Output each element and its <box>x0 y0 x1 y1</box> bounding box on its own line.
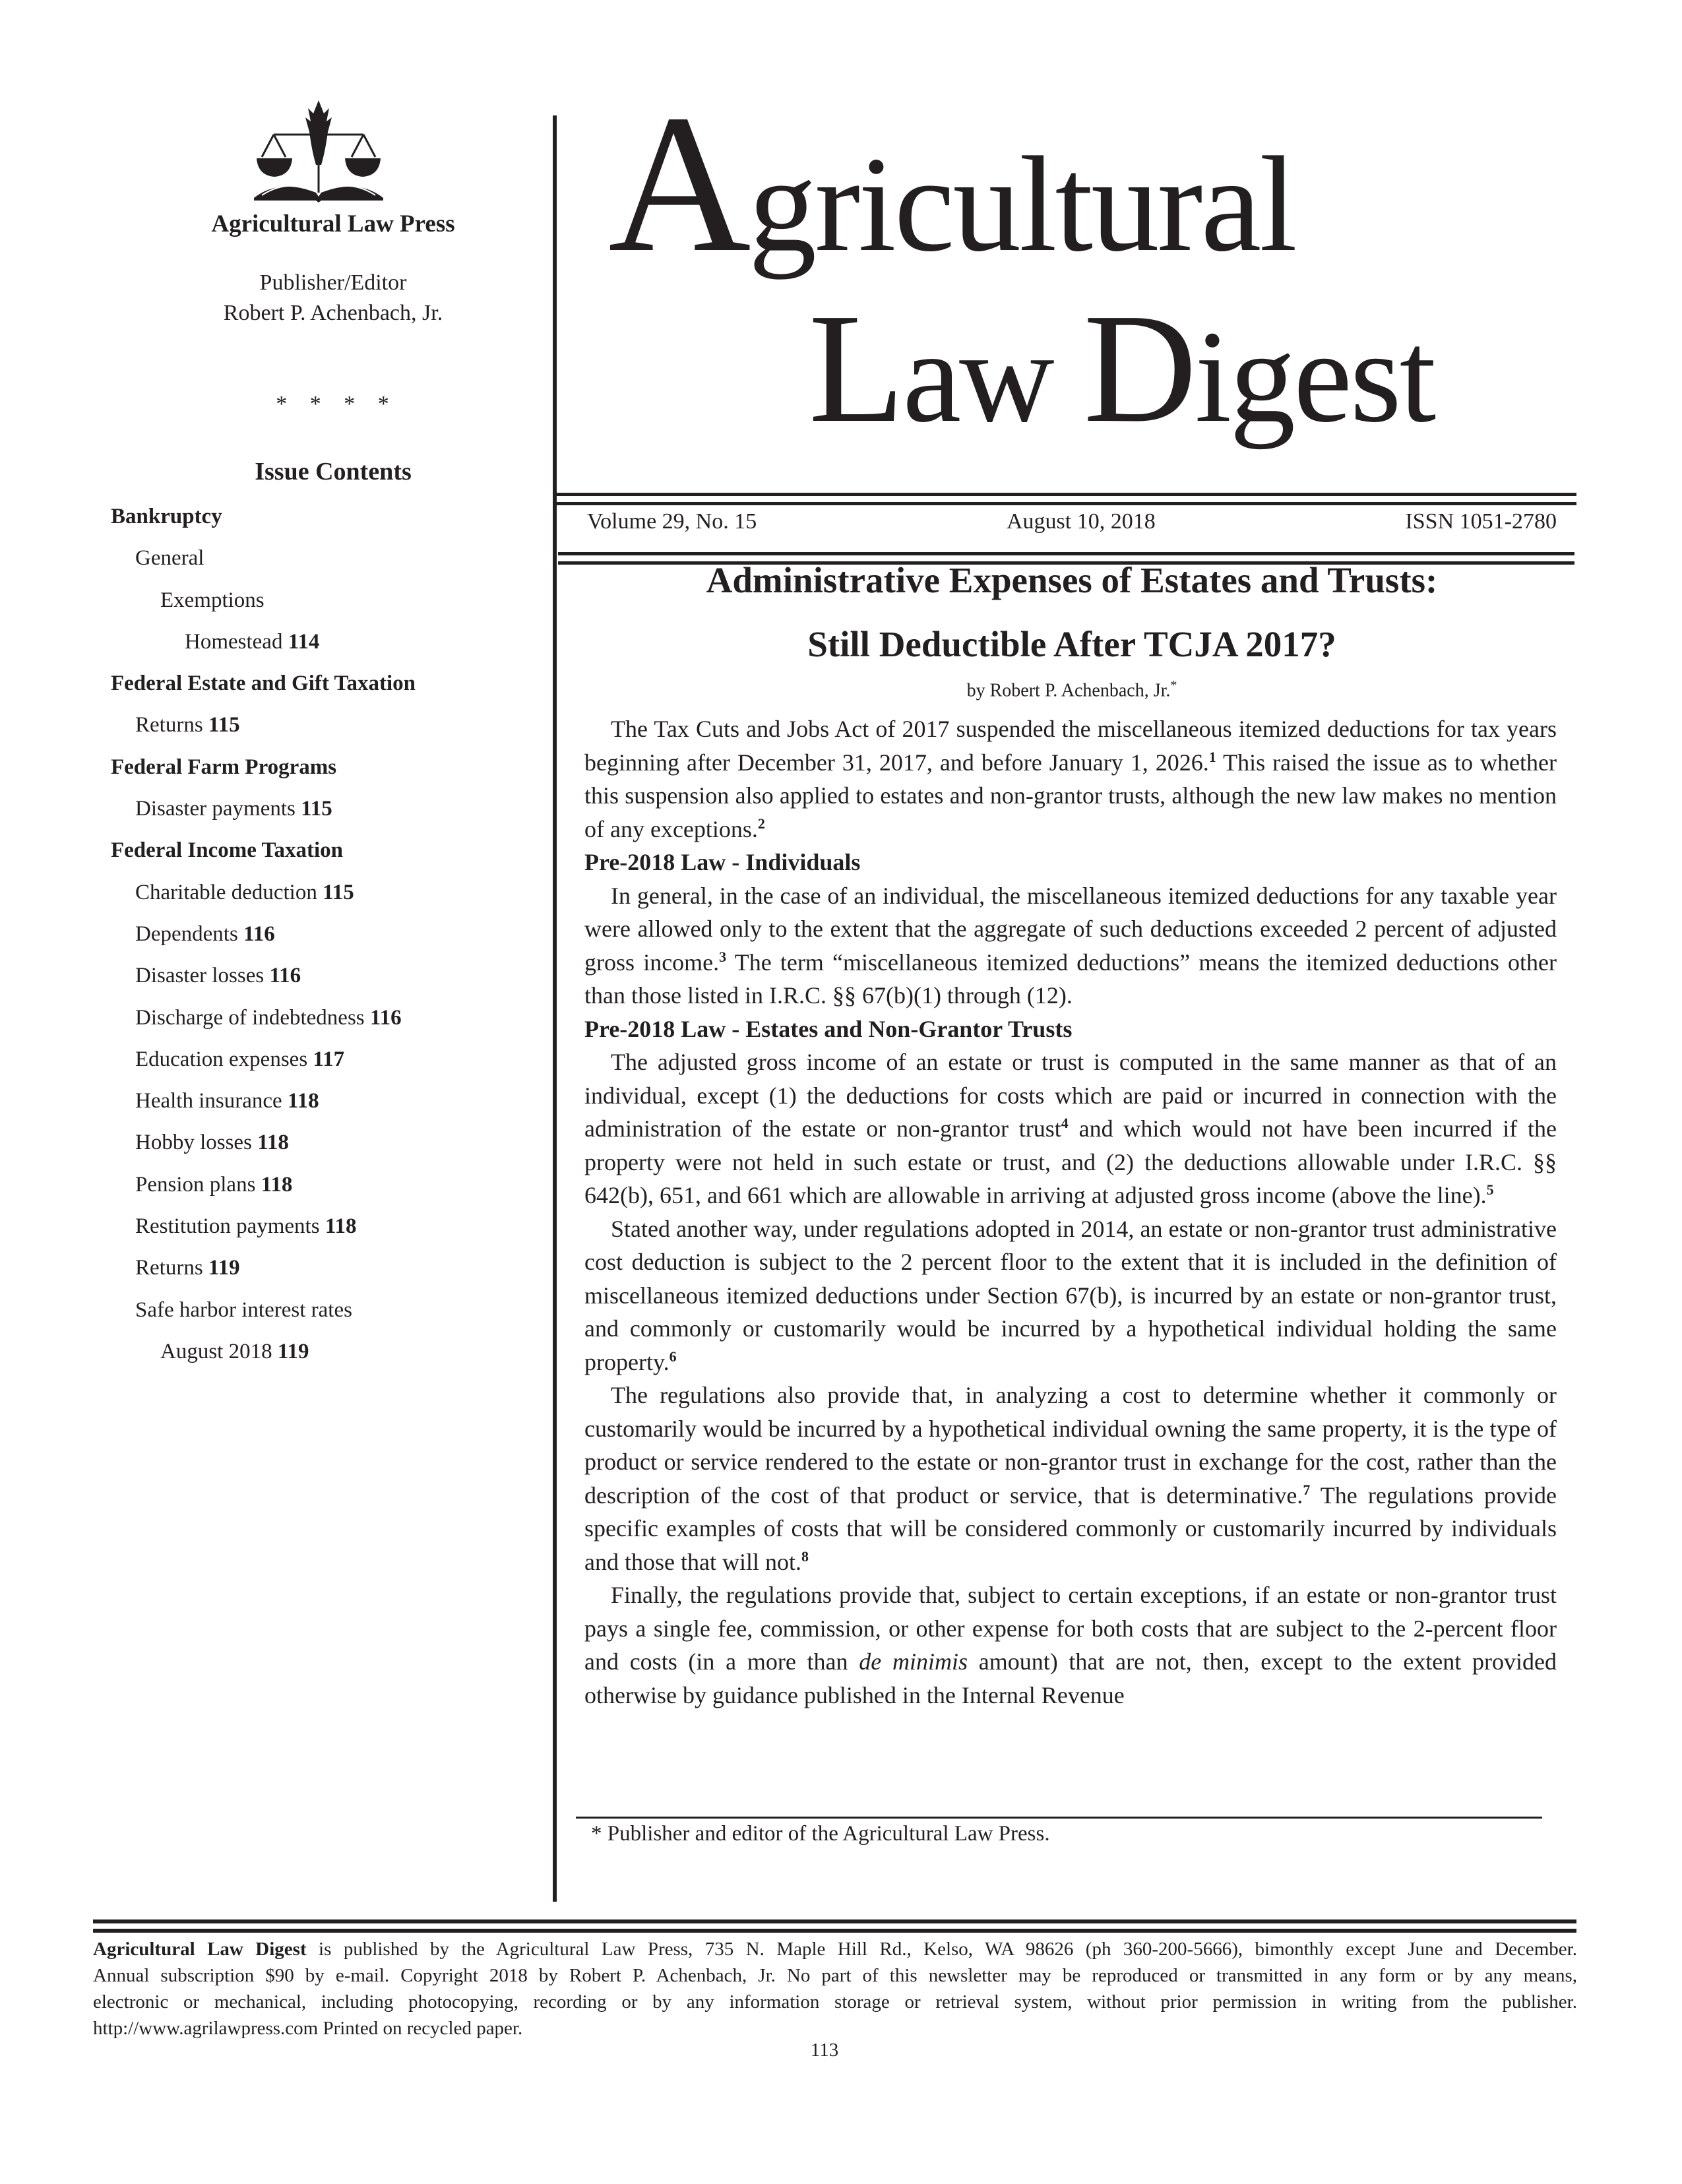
toc-page-number: 116 <box>269 964 301 988</box>
footnote-ref-7[interactable]: 7 <box>1303 1481 1311 1498</box>
publication-footer <box>93 1936 1577 2042</box>
paragraph-4: Stated another way, under regulations adopted in 2014, an estate or non-grantor trust administrative cost deduction is subject to the 2 percent floor to the extent that it is included in the definition of miscellaneous itemized deductions under Section 67(b), is incurred by an estate or non-grantor trust, and commonly or customarily would be incurred by a hypothetical individual holding the same property.$^6$ <box>584 1215 1557 1375</box>
press-name: Agricultural Law Press <box>211 210 455 237</box>
toc-item-federal-income-taxation[interactable]: Federal Income Taxation <box>111 838 343 863</box>
toc-item-education-expenses[interactable]: Education expenses 117 <box>135 1047 345 1071</box>
footnote-ref-8[interactable]: 8 <box>801 1547 809 1565</box>
article-body <box>584 712 1557 1712</box>
italic-term: de minimis <box>859 1648 968 1675</box>
toc-item-returns-income[interactable]: Returns 119 <box>135 1256 240 1280</box>
toc-item-disaster-losses[interactable]: Disaster losses 116 <box>135 964 301 988</box>
toc-item-hobby-losses[interactable]: Hobby losses 118 <box>135 1131 289 1155</box>
paragraph-2: In general, in the case of an individual, the miscellaneous itemized deductions for any taxable year were allowed only to the extent that the aggregate of such deductions exceeded 2 percent of adjusted gross income.$^3$ The term “miscellaneous itemized deductions” means the itemized deductions other than those listed in I.R.C. §§ 67(b)(1) through (12). <box>584 882 1557 1009</box>
toc-item-bankruptcy[interactable]: Bankruptcy <box>111 505 222 528</box>
paragraph-5: The regulations also provide that, in analyzing a cost to determine whether it commonly or customarily would be incurred by a hypothetical individual owning the same property, it is the type of product or service rendered to the estate or non-grantor trust in exchange for the cost, rather than the description of the cost of that product or service, that is determinative.$^7$ The regulations provide specific examples of costs that will be considered commonly or customarily incurred by individuals and those that will not.$^8$ <box>584 1382 1557 1575</box>
footer-line-4[interactable]: http://www.agrilawpress.com Printed on recycled paper. <box>93 2018 523 2039</box>
toc-item-returns-estate[interactable]: Returns 115 <box>135 713 240 737</box>
byline-footnote-mark[interactable]: * <box>1170 678 1177 693</box>
table-of-contents <box>111 500 546 1377</box>
volume-number: Volume 29, No. 15 <box>587 509 757 534</box>
toc-item-pension-plans[interactable]: Pension plans 118 <box>135 1172 293 1197</box>
toc-page-number: 119 <box>277 1339 309 1363</box>
masthead-line-1: Agricultural <box>608 74 1295 293</box>
issue-contents-heading: Issue Contents <box>255 458 412 485</box>
footnote-ref-1[interactable]: 1 <box>1208 748 1216 765</box>
article-title-line-2: Still Deductible After TCJA 2017? <box>807 624 1336 664</box>
toc-page-number: 115 <box>323 880 354 904</box>
footer-line-2: Annual subscription $90 by e-mail. Copyright 2018 by Robert P. Achenbach, Jr. No part of this newsletter may be reproduced or transmitted in any form or by any means, <box>93 1965 1577 1986</box>
issue-date: August 10, 2018 <box>1006 509 1156 534</box>
toc-page-number: 119 <box>208 1256 240 1280</box>
toc-item-disaster-payments[interactable]: Disaster payments 115 <box>135 797 332 821</box>
toc-page-number: 118 <box>257 1131 289 1155</box>
toc-page-number: 116 <box>243 921 275 946</box>
footer-line-1: Agricultural Law Digest is published by the Agricultural Law Press, 735 N. Maple Hill Rd., Kelso, WA 98626 (ph 360-200-5666), bimonthly except June and December. <box>93 1939 1577 1960</box>
footer-rule-1 <box>93 1919 1576 1923</box>
masthead-rule-top-1 <box>555 493 1576 496</box>
toc-page-number: 118 <box>325 1214 357 1239</box>
toc-item-august-2018[interactable]: August 2018 119 <box>160 1339 309 1363</box>
publisher-name: Robert P. Achenbach, Jr. <box>223 301 443 325</box>
author-footnote: * Publisher and editor of the Agricultural Law Press. <box>591 1822 1050 1846</box>
paragraph-3: The adjusted gross income of an estate or trust is computed in the same manner as that of an individual, except (1) the deductions for costs which are paid or incurred in connection with the administration of the estate or non-grantor trust$^4$ and which would not have been incurred if the property were not held in such estate or trust, and (2) the deductions allowable under I.R.C. §§ 642(b), 651, and 661 which are allowable in arriving at adjusted gross income (above the line).$^5$ <box>584 1049 1557 1208</box>
footer-rule-2 <box>93 1929 1576 1933</box>
masthead-line-2: Law Digest <box>809 282 1435 455</box>
toc-item-dependents[interactable]: Dependents 116 <box>135 921 275 946</box>
masthead-rule-bottom-1 <box>558 552 1574 555</box>
toc-item-restitution-payments[interactable]: Restitution payments 118 <box>135 1214 357 1239</box>
footnote-ref-5[interactable]: 5 <box>1486 1181 1494 1198</box>
paragraph-1: The Tax Cuts and Jobs Act of 2017 suspended the miscellaneous itemized deductions for tax years beginning after December 31, 2017, and before January 1, 2026.$^1$ This raised the issue as to whether this suspension also applied to estates and non-grantor trusts, although the new law makes no mention of any exceptions.$^2$ <box>584 716 1557 842</box>
issue-info-bar <box>587 509 1557 546</box>
article-title-line-1: Administrative Expenses of Estates and Trusts: <box>706 560 1438 600</box>
footnote-rule <box>576 1817 1542 1819</box>
toc-item-homestead[interactable]: Homestead 114 <box>185 629 320 654</box>
footnote-ref-4[interactable]: 4 <box>1061 1115 1069 1131</box>
toc-item-federal-farm-programs[interactable]: Federal Farm Programs <box>111 755 337 779</box>
toc-page-number: 115 <box>301 797 332 821</box>
toc-page-number: 116 <box>369 1005 402 1030</box>
toc-page-number: 114 <box>288 629 320 654</box>
issn: ISSN 1051-2780 <box>1405 509 1557 534</box>
footnote-ref-6[interactable]: 6 <box>669 1348 677 1365</box>
footer-line-3: electronic or mechanical, including photocopying, recording or by any information storage or retrieval system, without prior permission in writing from the publisher. <box>93 1991 1577 2012</box>
section-heading-estates-trusts: Pre-2018 Law - Estates and Non-Grantor Trusts <box>584 1015 1073 1042</box>
toc-page-number: 118 <box>287 1089 319 1113</box>
toc-page-number: 115 <box>208 713 240 737</box>
toc-item-charitable-deduction[interactable]: Charitable deduction 115 <box>135 880 354 904</box>
publisher-label: Publisher/Editor <box>259 270 407 295</box>
toc-item-federal-estate-gift-taxation[interactable]: Federal Estate and Gift Taxation <box>111 671 416 696</box>
toc-item-safe-harbor-interest-rates[interactable]: Safe harbor interest rates <box>135 1297 352 1322</box>
scales-and-book-logo-icon <box>253 99 385 204</box>
column-divider <box>553 115 557 1902</box>
paragraph-6: Finally, the regulations provide that, subject to certain exceptions, if an estate or non-grantor trust pays a single fee, commission, or other expense for both costs that are subject to the 2-percent floor and costs (in a more than de minimis amount) that are not, then, except to the extent provided otherwise by guidance published in the Internal Revenue <box>584 1582 1557 1708</box>
toc-item-discharge-of-indebtedness[interactable]: Discharge of indebtedness 116 <box>135 1005 402 1030</box>
footnote-ref-3[interactable]: 3 <box>719 948 727 965</box>
footnote-ref-2[interactable]: 2 <box>757 815 765 832</box>
footer-brand: Agricultural Law Digest <box>93 1939 307 1960</box>
toc-item-general[interactable]: General <box>135 546 204 571</box>
masthead-rule-top-2 <box>555 502 1576 505</box>
toc-page-number: 117 <box>313 1047 345 1071</box>
separator-stars: * * * * <box>276 392 390 416</box>
toc-item-health-insurance[interactable]: Health insurance 118 <box>135 1089 319 1113</box>
article-byline: by Robert P. Achenbach, Jr.* <box>966 678 1177 701</box>
section-heading-individuals: Pre-2018 Law - Individuals <box>584 849 861 875</box>
toc-page-number: 118 <box>261 1172 293 1197</box>
page-number: 113 <box>810 2040 839 2061</box>
toc-item-exemptions[interactable]: Exemptions <box>160 588 265 612</box>
